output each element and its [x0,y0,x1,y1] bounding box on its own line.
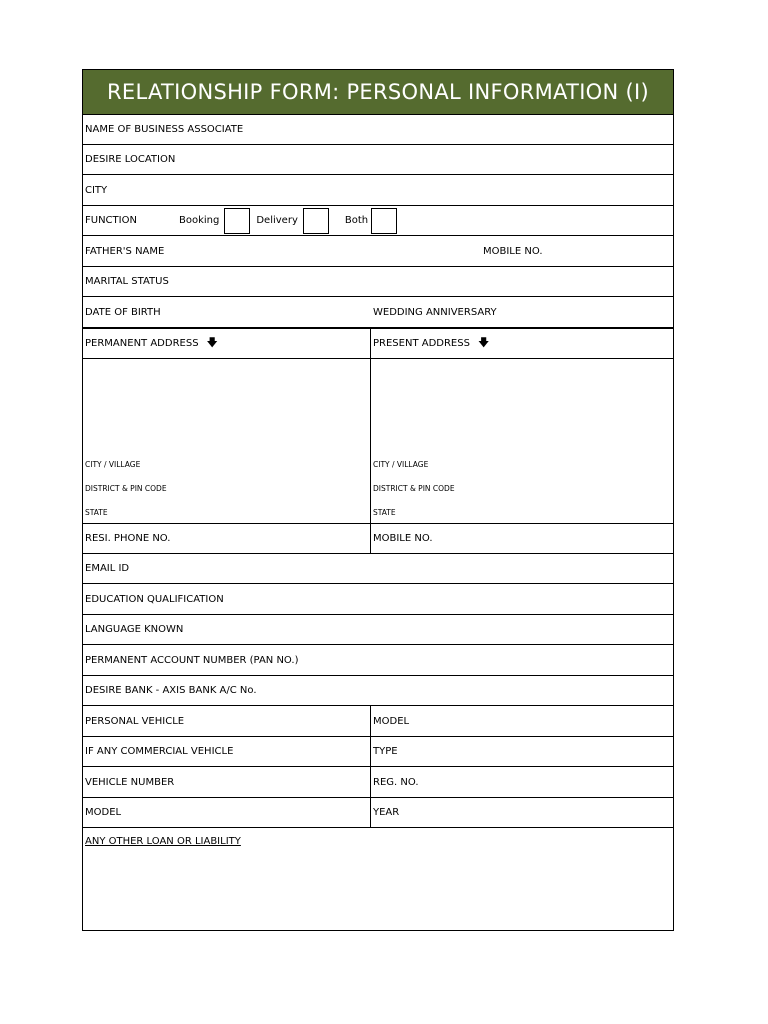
mobile-no-top-label: MOBILE NO. [483,245,543,257]
row-business-associate [83,115,673,145]
both-checkbox[interactable] [371,208,397,234]
permanent-district-pin: DISTRICT & PIN CODE [85,484,167,493]
commercial-vehicle-field[interactable] [83,737,371,766]
email-label: EMAIL ID [85,563,130,574]
row-vehicle-number [83,767,673,798]
row-personal-vehicle [83,706,673,737]
present-address-header [371,329,673,358]
row-pan [83,645,673,676]
row-desire-location [83,145,673,175]
row-commercial-vehicle [83,737,673,767]
pan-field[interactable] [83,645,673,675]
delivery-label: Delivery [256,215,298,226]
pan-label: PERMANENT ACCOUNT NUMBER (PAN NO.) [85,654,299,666]
business-associate-field[interactable] [83,115,673,144]
city-label: CITY [85,184,108,196]
present-city-village: CITY / VILLAGE [373,460,429,469]
row-bank [83,676,673,706]
resi-phone-label: RESI. PHONE NO. [85,533,171,544]
permanent-state: STATE [85,508,108,517]
booking-label: Booking [179,215,220,226]
education-label: EDUCATION QUALIFICATION [85,593,224,605]
city-field[interactable] [83,175,673,205]
function-label: FUNCTION [85,215,137,226]
email-field[interactable] [83,554,673,583]
desire-location-field[interactable] [83,145,673,174]
reg-no-field[interactable] [371,767,673,797]
row-language [83,615,673,645]
other-loan-label: ANY OTHER LOAN OR LIABILITY [85,836,241,847]
present-address-label: PRESENT ADDRESS [373,338,470,349]
marital-status-field[interactable] [83,267,673,296]
model2-label: MODEL [85,807,122,818]
delivery-checkbox[interactable] [303,208,329,234]
row-marital-status [83,267,673,297]
vehicle-number-label: VEHICLE NUMBER [85,776,175,788]
row-dob [83,297,673,328]
booking-checkbox[interactable] [224,208,250,234]
row-model-year [83,798,673,828]
present-district-pin: DISTRICT & PIN CODE [373,484,455,493]
model1-label: MODEL [373,715,410,727]
vehicle-number-field[interactable] [83,767,371,797]
down-arrow-icon: 🡇 [477,336,490,349]
marital-status-label: MARITAL STATUS [85,276,169,287]
language-label: LANGUAGE KNOWN [85,624,184,635]
other-loan-field[interactable] [83,828,673,930]
mobile-no-label: MOBILE NO. [373,533,433,544]
down-arrow-icon: 🡇 [206,336,218,349]
present-address-box[interactable] [371,359,673,523]
permanent-city-village: CITY / VILLAGE [85,460,141,469]
row-email [83,554,673,584]
bank-label: DESIRE BANK - AXIS BANK A/C No. [85,685,257,696]
form-title: RELATIONSHIP FORM: PERSONAL INFORMATION (I) [83,70,673,115]
type-label: TYPE [373,746,398,757]
dob-label: DATE OF BIRTH [85,306,161,318]
present-state: STATE [373,508,396,517]
address-body [83,359,673,524]
fathers-name-label: FATHER'S NAME [85,245,165,257]
function-field [83,206,673,235]
row-fathers-name [83,236,673,267]
commercial-vehicle-label: IF ANY COMMERCIAL VEHICLE [85,746,234,757]
fathers-name-field[interactable] [83,236,673,266]
desire-location-label: DESIRE LOCATION [85,154,176,165]
row-city [83,175,673,206]
wedding-anniversary-label: WEDDING ANNIVERSARY [373,306,497,318]
bank-field[interactable] [83,676,673,705]
permanent-address-box[interactable] [83,359,371,523]
row-phone [83,524,673,554]
personal-vehicle-label: PERSONAL VEHICLE [85,715,185,727]
model2-field[interactable] [83,798,371,827]
dob-field[interactable] [83,297,673,327]
year-label: YEAR [373,807,400,818]
personal-vehicle-field[interactable] [83,706,371,736]
row-address-header [83,328,673,359]
type-field[interactable] [371,737,673,766]
relationship-form [82,69,674,931]
year-field[interactable] [371,798,673,827]
row-function [83,206,673,236]
permanent-address-label: PERMANENT ADDRESS [85,338,199,349]
both-label: Both [344,215,369,226]
language-field[interactable] [83,615,673,644]
mobile-no-field[interactable] [371,524,673,553]
reg-no-label: REG. NO. [373,776,419,788]
permanent-address-header [83,329,371,358]
model1-field[interactable] [371,706,673,736]
row-education [83,584,673,615]
business-associate-label: NAME OF BUSINESS ASSOCIATE [85,124,244,135]
resi-phone-field[interactable] [83,524,371,553]
education-field[interactable] [83,584,673,614]
